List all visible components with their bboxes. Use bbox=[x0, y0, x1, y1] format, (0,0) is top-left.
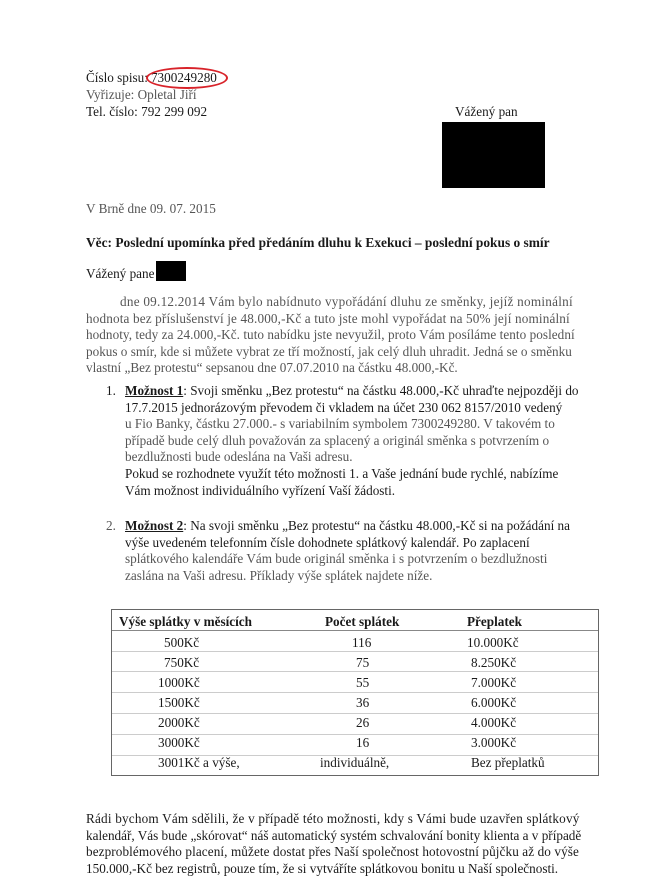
option1-paragraph bbox=[125, 383, 579, 499]
table-cell: 116 bbox=[352, 635, 372, 650]
option1-line-1 bbox=[125, 383, 579, 400]
table-header-cell: Přeplatek bbox=[467, 614, 522, 629]
table-cell: 7.000Kč bbox=[471, 675, 517, 690]
phone-line: Tel. číslo: 792 299 092 bbox=[86, 104, 208, 119]
table-cell: 6.000Kč bbox=[471, 695, 517, 710]
table-cell: 3000Kč bbox=[158, 735, 200, 750]
closing-line: 150.000,-Kč bez registrů, pouze tím, že si vytváříte splátkovou bonitu u Naší společnosti. bbox=[86, 860, 559, 876]
redacted-address-block bbox=[442, 122, 545, 188]
redacted-name bbox=[156, 261, 186, 281]
table-header-cell: Počet splátek bbox=[325, 614, 400, 629]
table-cell: Bez přeplatků bbox=[471, 755, 545, 770]
intro-line: hodnoty, tedy za 24.000,-Kč. tuto nabídku jste nevyužil, proto Vám posíláme tento poslední bbox=[86, 327, 575, 343]
intro-line: hodnota bez příslušenství je 48.000,-Kč a tuto jste mohl vypořádat na 50% její nominální bbox=[86, 310, 570, 326]
option2-paragraph bbox=[125, 518, 570, 584]
table-row bbox=[112, 693, 600, 713]
closing-line: bezproblémového placení, můžete dostat přes Naší společnost hotovostní půjčku až do výše bbox=[86, 844, 579, 860]
option1-line: Vám možnost individuálního vyřízení Vaší žádosti. bbox=[125, 482, 396, 498]
table-header-row bbox=[112, 611, 600, 633]
addressee-label: Vážený pan bbox=[455, 104, 518, 119]
option1-line: Pokud se rozhodnete využít této možnosti 1. a Vaše jednání bude rychlé, nabízíme bbox=[125, 465, 559, 481]
file-number-value: 7300249280 bbox=[150, 70, 217, 85]
table-cell: 4.000Kč bbox=[471, 715, 517, 730]
payment-table bbox=[112, 611, 600, 773]
option1-line: u Fio Banky, částku 27.000.- s variabilním symbolem 7300249280. V takovém to bbox=[125, 416, 555, 432]
table-row bbox=[112, 673, 600, 693]
place-date: V Brně dne 09. 07. 2015 bbox=[86, 201, 216, 216]
closing-paragraph bbox=[86, 811, 581, 877]
table-cell: 3.000Kč bbox=[471, 735, 517, 750]
salutation-text: Vážený pane bbox=[86, 266, 155, 281]
handler-line: Vyřizuje: Opletal Jiří bbox=[86, 87, 197, 102]
table-cell: 16 bbox=[356, 735, 370, 750]
red-circle-annotation bbox=[146, 67, 228, 89]
table-cell: 1500Kč bbox=[158, 695, 200, 710]
option1-line: 17.7.2015 jednorázovým převodem či vkladem na účet 230 062 8157/2010 vedený bbox=[125, 399, 563, 415]
option2-number: 2. bbox=[106, 518, 116, 533]
option2-line: výše uvedeném telefonním čísle dohodnete splátkový kalendář. Po zaplacení bbox=[125, 534, 530, 550]
closing-line: Rádi bychom Vám sdělili, že v případě této možnosti, kdy s Vámi bude uzavřen splátkový bbox=[86, 811, 580, 826]
option2-line: splátkového kalendáře Vám bude originál směnka i s potvrzením o bezdlužnosti bbox=[125, 551, 548, 567]
option2-title: Možnost 2 bbox=[125, 518, 184, 533]
table-cell: 3001Kč a výše, bbox=[158, 755, 240, 770]
option1-text: : Svoji směnku „Bez protestu“ na částku 48.000,-Kč uhraďte nejpozději do bbox=[183, 383, 579, 398]
option2-text: : Na svoji směnku „Bez protestu“ na částku 48.000,-Kč si na požádání na bbox=[183, 518, 570, 533]
table-header-cell: Výše splátky v měsících bbox=[119, 614, 252, 629]
file-number-label: Číslo spisu: bbox=[86, 70, 148, 85]
table-cell: 55 bbox=[356, 675, 370, 690]
table-cell: 75 bbox=[356, 655, 370, 670]
closing-line: kalendář, Vás bude „skórovat“ náš automatický systém schvalování bonity klienta a v případě bbox=[86, 827, 582, 843]
option1-line: případě bude celý dluh považován za splacený a originál směnka s potvrzením o bbox=[125, 432, 550, 448]
table-row bbox=[112, 653, 600, 673]
option1-title: Možnost 1 bbox=[125, 383, 184, 398]
table-cell: 26 bbox=[356, 715, 370, 730]
table-row bbox=[112, 633, 600, 653]
table-cell: 500Kč bbox=[164, 635, 200, 650]
intro-paragraph bbox=[86, 294, 575, 377]
table-cell: 750Kč bbox=[164, 655, 200, 670]
table-cell: 36 bbox=[356, 695, 370, 710]
intro-line: dne 09.12.2014 Vám bylo nabídnuto vypořádání dluhu ze směnky, jejíž nominální bbox=[120, 294, 573, 309]
subject-line: Věc: Poslední upomínka před předáním dluhu k Exekuci – poslední pokus o smír bbox=[86, 235, 550, 250]
salutation bbox=[86, 266, 154, 282]
table-cell: individuálně, bbox=[320, 755, 390, 770]
intro-line: vlastní „Bez protestu“ sepsanou dne 07.07.2010 na částku 48.000,-Kč. bbox=[86, 360, 458, 376]
option2-line-1 bbox=[125, 518, 570, 535]
table-row bbox=[112, 713, 600, 733]
table-cell: 8.250Kč bbox=[471, 655, 517, 670]
table-cell: 2000Kč bbox=[158, 715, 200, 730]
option1-line: bezdlužnosti bude odeslána na Vaši adresu. bbox=[125, 449, 353, 465]
table-cell: 10.000Kč bbox=[467, 635, 519, 650]
intro-line: pokus o smír, kde si můžete vybrat ze tří možností, jak celý dluh uhradit. Jedná se o směnku bbox=[86, 343, 572, 359]
table-row bbox=[112, 733, 600, 753]
table-row bbox=[112, 753, 600, 773]
option1-number: 1. bbox=[106, 383, 116, 398]
option2-line: zaslána na Vaši adresu. Příklady výše splátek najdete níže. bbox=[125, 567, 433, 583]
table-cell: 1000Kč bbox=[158, 675, 200, 690]
